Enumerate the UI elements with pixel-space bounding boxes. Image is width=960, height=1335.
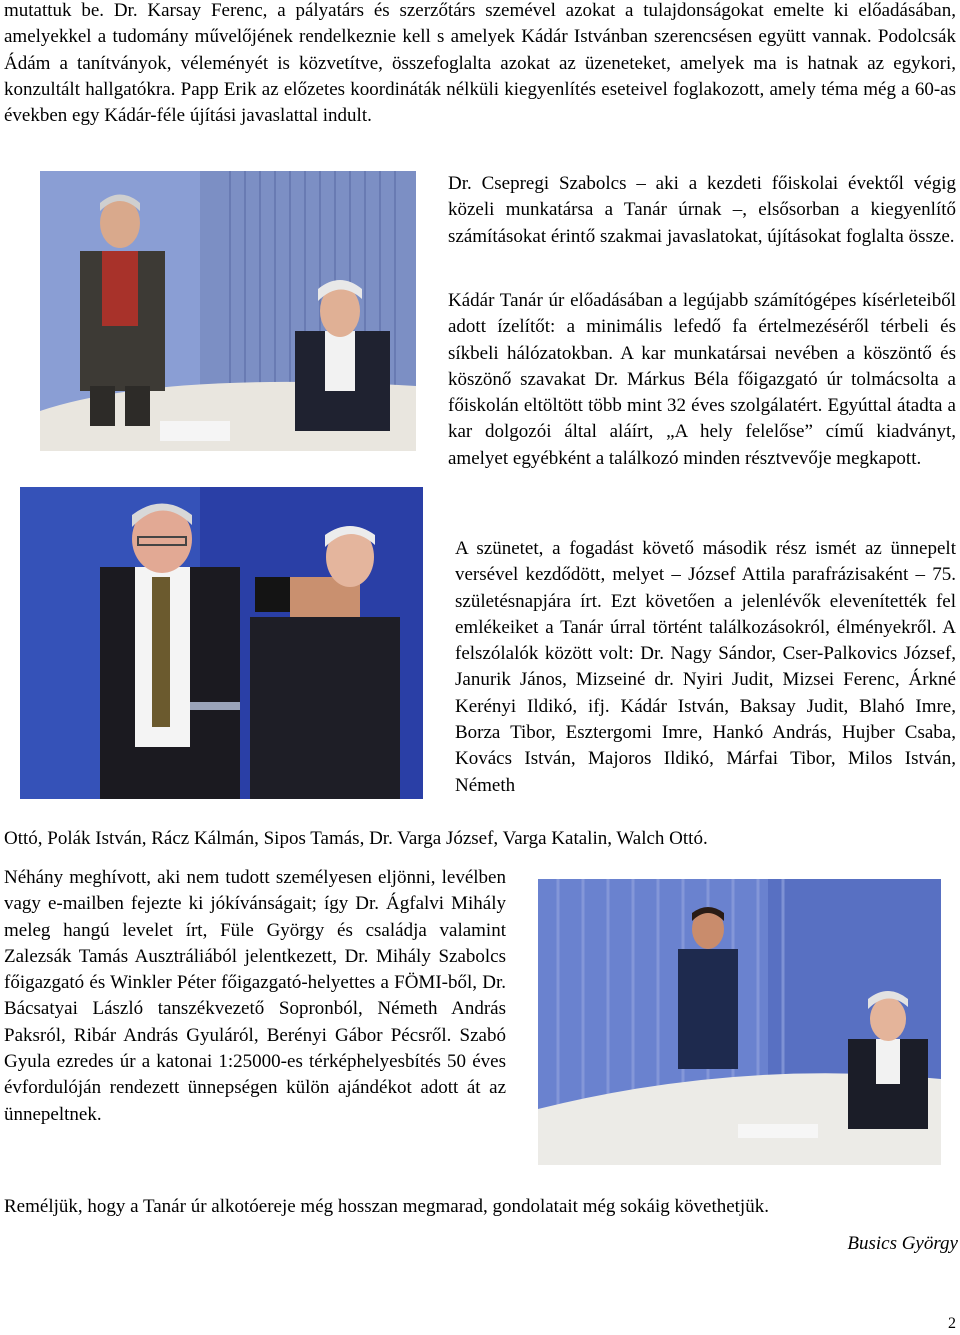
photo-handing-over-publication <box>20 487 423 799</box>
intro-paragraph: mutattuk be. Dr. Karsay Ferenc, a pályatárs és szerzőtárs szemével azokat a tulajdonságokat emelte ki előadásában, amelyekkel a tudomány művelőjének rendelkeznie kell s amelyek Kádár Istvánban szerencsésen együtt vannak. Podolcsák Ádám a tanítványok, véleményét is közvetítve, összefoglalta azokat az üzeneteket, amelyek ma is hatnak az egykori, konzultált hallgatókra. Papp Erik az előzetes koordináták nélküli kiegyenlítés eseteivel foglakozott, amely téma még a 60-as években egy Kádár-féle újítási javaslattal indult. <box>4 0 956 127</box>
greetings-paragraph: Néhány meghívott, aki nem tudott személyesen eljönni, levélben vagy e-mailben fejezte ki jókívánságait; így Dr. Ágfalvi Mihály meleg hangú levelet írt, Füle György és családja valamint Zalezsák Tamás Ausztráliából jelentkezett, Dr. Mihály Szabolcs főigazgató és Winkler Péter főigazgató-helyettes a FÖMI-ből, Dr. Bácsatyai László tanszékvezető Sopronból, Németh András Paksról, Ribár András Gyuláról, Berényi Gábor Pécsről. Szabó Gyula ezredes úr a katonai 1:25000-es térképhelyesbítés 50 éves évfordulóján rendezett ünnepségen külön ajándékot adott át az ünnepeltnek. <box>4 867 506 1125</box>
closing-paragraph: Reméljük, hogy a Tanár úr alkotóereje még hosszan megmarad, gondolatait még sokáig követhetjük. <box>4 1196 769 1217</box>
page-number: 2 <box>948 1315 956 1332</box>
kadar-lecture-paragraph: Kádár Tanár úr előadásában a legújabb számítógépes kísérleteiből adott ízelítőt: a minimális lefedő fa értelmezéséről térbeli és síkbeli hálózatokban. A kar munkatársai nevében a köszöntő és köszönő szavakat Dr. Márkus Béla főigazgató úr tolmácsolta a főiskolán eltöltött több mint 32 éves szolgálatért. Egyúttal átadta a kar dolgozói által aláírt, „A hely felelőse” című kiadványt, amelyet egyébként a találkozó minden résztvevője megkapott. <box>448 290 956 469</box>
break-and-speakers-paragraph: A szünetet, a fogadást követő második rész ismét az ünnepelt versével kezdődött, melyet – József Attila parafrázisaként – 75. születésnapjára írt. Ezt követően a jelenlévők elevenítették fel emlékeiket a Tanár úrral történt találkozásokról, élményekről. A felszólalók között volt: Dr. Nagy Sándor, Cser-Palkovics József, Janurik János, Mizseiné dr. Nyiri Judit, Mizsei Ferenc, Árkné Kerényi Ildikó, ifj. Kádár István, Baksay Judit, Blahó Imre, Borza Tibor, Esztergomi Imre, Hankó András, Hujber Csaba, Kovács István, Majoros Ildikó, Márfai Tibor, Milos István, Németh <box>455 538 956 796</box>
photo-speaker-and-guest <box>40 171 416 451</box>
csepregi-paragraph: Dr. Csepregi Szabolcs – aki a kezdeti főiskolai évektől végig közeli munkatársa a Tanár úrnak –, elsősorban a kiegyenlítő számításokat érintő szakmai javaslatokat, újításokat foglalta össze. <box>448 173 956 247</box>
photo-lecture-hall <box>538 879 941 1165</box>
speakers-list-continuation: Ottó, Polák István, Rácz Kálmán, Sipos Tamás, Dr. Varga József, Varga Katalin, Walch Ottó. <box>4 828 708 849</box>
author-signature: Busics György <box>847 1233 958 1254</box>
